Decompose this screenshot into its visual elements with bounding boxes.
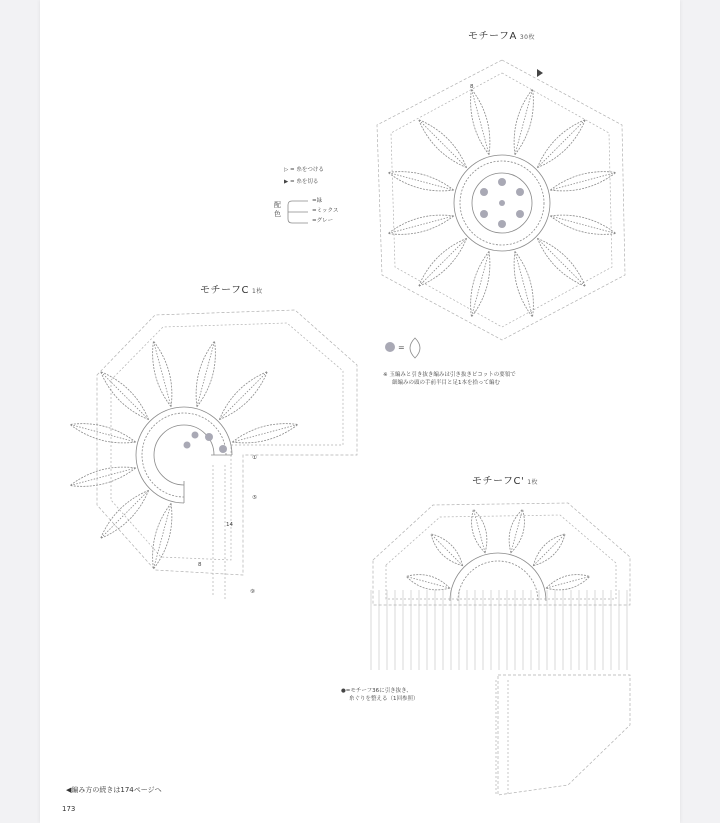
svg-text:=: = [398, 343, 405, 352]
legend-color-mix: =ミックス [312, 208, 339, 214]
cut-symbol-icon: ▶ [284, 179, 289, 185]
legend-cut [284, 180, 318, 186]
motif-a-note [383, 371, 516, 387]
scan-artifact-band [370, 590, 628, 670]
motif-c-round-8: 8 [198, 562, 202, 568]
motif-c-count: 1枚 [251, 288, 263, 295]
attach-symbol-icon: ▷ [284, 167, 289, 173]
legend-color-label-2: 色 [274, 210, 281, 218]
motif-c-round-1: ① [252, 455, 257, 461]
legend-color-label-1: 配 [274, 201, 281, 209]
viewer-left-margin [0, 0, 40, 823]
motif-a-count: 30枚 [519, 34, 535, 41]
legend-attach [284, 168, 324, 174]
legend-color-gray: =グレー [312, 218, 334, 224]
motif-c2-title-text: モチーフC' [472, 476, 525, 487]
motif-c2-count: 1枚 [527, 479, 539, 486]
legend-color-bracket [286, 199, 310, 225]
motif-c2-note-line1: ●=モチーフ36に引き抜き、 [341, 688, 412, 694]
motif-a-note-line2: 細編みの頭の手前半目と足1本を拾って編む [392, 380, 501, 386]
motif-c2-title [472, 472, 538, 487]
legend-attach-text: = 糸をつける [289, 167, 324, 173]
motif-c2-note [341, 687, 419, 703]
continued-note: ◀編み方の続きは174ページへ [66, 786, 162, 794]
legend-color-green: =緑 [312, 198, 323, 204]
motif-c-title-text: モチーフC [200, 285, 249, 296]
legend-color-label [274, 201, 281, 219]
motif-c-round-5: ⑤ [252, 495, 257, 501]
motif-c-round-14: 14 [226, 522, 233, 528]
motif-a-title-text: モチーフA [468, 31, 517, 42]
motif-c2-note-line2: 糸ぐりを整える（1回参照） [349, 696, 419, 702]
motif-a-note-line1: ※ 玉編みと引き抜き編みは引き抜きピコットの要領で [383, 372, 516, 378]
motif-c-round-9: ⑨ [250, 589, 255, 595]
viewer-right-margin [680, 0, 720, 823]
legend-cut-text: = 糸を切る [289, 179, 319, 185]
motif-a-diagram [367, 55, 637, 345]
motif-a-title [468, 27, 535, 42]
page-number: 173 [62, 805, 76, 813]
motif-c-title [200, 281, 263, 296]
motif-c-diagram [95, 305, 365, 605]
motif-a-round-8: 8 [470, 84, 474, 90]
bobble-stitch-symbol-icon [383, 336, 433, 360]
